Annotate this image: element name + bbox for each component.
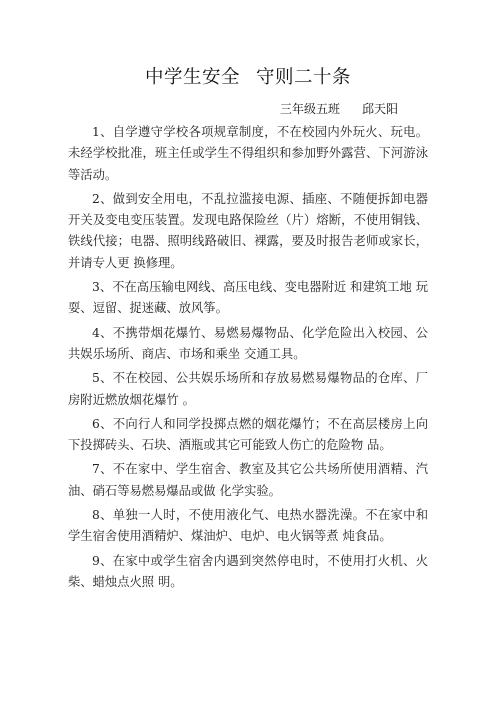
title-part-2: 守则二十条 [256, 67, 352, 88]
rule-paragraph: 4、不携带烟花爆竹、易燃易爆物品、化学危险出入校园、公共娱乐场所、商店、市场和乘坐 交通工具。 [68, 325, 428, 361]
author-class: 三年级五班 [280, 102, 341, 116]
rule-paragraph: 3、不在高压输电网线、高压电线、变电器附近 和建筑工地 玩耍、逗留、捉迷藏、放风筝。 [68, 280, 428, 316]
rule-paragraph: 7、不在家中、学生宿舍、教室及其它公共场所使用酒精、汽油、硝石等易燃易爆品或做 化学实验。 [68, 462, 428, 498]
rule-paragraph: 6、不向行人和同学投掷点燃的烟花爆竹；不在高层楼房上向下投掷砖头、石块、酒瓶或其它可能致人伤亡的危险物 品。 [68, 416, 428, 453]
author-name: 邱天阳 [362, 102, 399, 116]
rules-list [68, 122, 428, 593]
document-title [0, 63, 496, 89]
rule-paragraph: 2、做到安全用电，不乱拉滥接电源、插座、不随便拆卸电器开关及变电变压装置。发现电路保险丝（片）熔断，不使用铜钱、铁线代接；电器、照明线路破旧、裸露，要及时报告老师或家长，并请专人更 换修理。 [68, 191, 428, 270]
rule-paragraph: 1、自学遵守学校各项规章制度，不在校园内外玩火、玩电。未经学校批准，班主任或学生不得组织和参加野外露营、下河游泳等活动。 [68, 125, 428, 182]
rule-paragraph: 5、不在校园、公共娱乐场所和存放易燃易爆物品的仓库、厂房附近燃放烟花爆竹 。 [68, 371, 428, 407]
rule-paragraph: 8、单独一人时，不使用液化气、电热水器洗澡。不在家中和 学生宿舍使用酒精炉、煤油炉、电炉、电火锅等煮 炖食品。 [68, 508, 428, 544]
rule-paragraph: 9、在家中或学生宿舍内遇到突然停电时，不使用打火机、火柴、蜡烛点火照 明。 [68, 553, 428, 589]
author-byline [280, 100, 398, 117]
title-part-1: 中学生安全 [144, 67, 240, 88]
